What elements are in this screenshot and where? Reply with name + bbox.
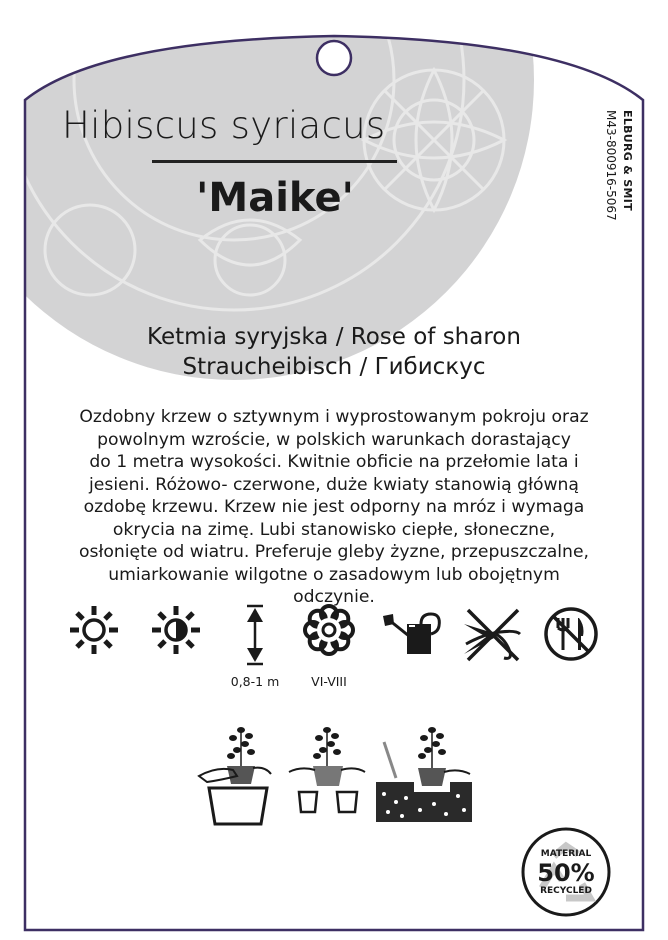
loosen-roots-icon [287, 722, 367, 822]
common-names-line-1: Ketmia syryjska / Rose of sharon [147, 324, 521, 350]
flower-icon [303, 604, 355, 656]
product-code: M43-800916-5067 [604, 110, 618, 221]
hang-hole [317, 41, 351, 75]
no-pruning-icon [460, 604, 524, 664]
description-line: osłonięte od wiatru. Preferuje gleby żyzne, przepuszczalne, [79, 542, 589, 562]
description-line: okrycia na zimę. Lubi stanowisko ciepłe, słoneczne, [112, 519, 556, 540]
description-line: powolnym wzroście, w polskich warunkach dorastający [97, 429, 571, 450]
side-text [578, 110, 634, 250]
height-arrow-icon [243, 604, 267, 666]
description-line: umiarkowanie wilgotne o zasadowym lub obojętnym [108, 564, 560, 585]
badge-line1: MATERIAL [540, 849, 592, 859]
cultivar-name: 'Maike' [196, 175, 354, 221]
half-sun-icon [150, 604, 202, 656]
height-label: 0,8-1 m [230, 674, 280, 689]
brand-name: ELBURG & SMIT [621, 110, 634, 211]
not-edible-icon [543, 606, 599, 662]
latin-name: Hibiscus syriacus [62, 104, 386, 147]
description-line: do 1 metra wysokości. Kwitnie obficie na przełomie lata i [89, 452, 579, 472]
title-divider [152, 160, 397, 163]
badge-line2: RECYCLED [540, 886, 592, 896]
description-line: ozdobę krzewu. Krzew nie jest odporny na mróz i wymaga [83, 497, 585, 517]
common-names-line-2: Straucheibisch / Гибискус [182, 354, 486, 380]
watering-can-icon [381, 612, 443, 656]
badge-percent: 50% [537, 859, 595, 887]
description-line: jesieni. Różowo- czerwone, duże kwiaty stanowią główną [89, 474, 579, 495]
description [48, 406, 620, 609]
flowering-period-label: VI-VIII [311, 674, 347, 689]
description-line: odczynie. [293, 587, 375, 607]
recycled-badge [520, 826, 612, 918]
plant-in-soil-icon [374, 722, 474, 822]
remove-pot-icon [197, 722, 279, 828]
description-line: Ozdobny krzew o sztywnym i wyprostowanym pokroju oraz [79, 407, 589, 427]
full-sun-icon [68, 604, 120, 656]
